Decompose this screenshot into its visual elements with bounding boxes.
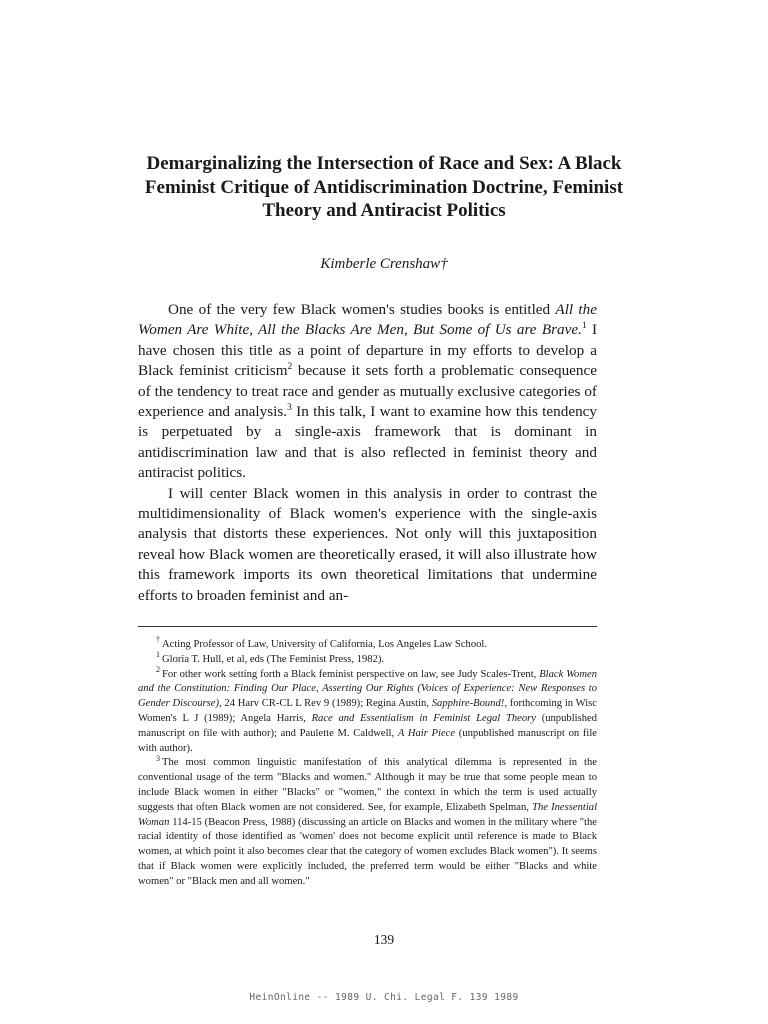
p1-text-b: I have chosen this title as a point of departure in my efforts to develop a Black feminist criticism [138, 321, 597, 380]
footnote-3 [138, 753, 598, 889]
footnote-3-text-c: 114-15 (Beacon Press, 1988) (discussing an article on Blacks and women in the military where "the racial identity of those identified as 'women' does not become explicit until reference is made to Black women, at which point it also becomes clear that the category of women excludes Black women"). It seems that if Black women were explicitly included, the preferred term would be either "Blacks and white women" or "Black men and all women." [138, 816, 597, 887]
footnote-dagger-mark: † [156, 635, 160, 645]
footnote-2-text-a: For other work setting forth a Black feminist perspective on law, see Judy Scales-Trent, [162, 668, 540, 680]
footnote-2-italic-d: Sapphire-Bound! [431, 698, 505, 710]
footnote-2-mark: 2 [156, 665, 160, 675]
footnote-divider [138, 626, 597, 627]
footnote-2-text-i: (unpublished manuscript on file with author). [138, 727, 597, 754]
article-body [138, 300, 597, 606]
footnote-dagger-text: Acting Professor of Law, University of California, Los Angeles Law School. [162, 639, 488, 650]
p2-text: I will center Black women in this analysis in order to contrast the multidimensionality of Black women's experience with the single-axis analysis that distorts these experiences. Not only will this juxtaposition reveal how Black women are theoretically erased, it will also illustrate how this framework imports its own theoretical limitations that undermine efforts to broaden feminist and an- [138, 484, 597, 604]
page-number: 139 [373, 932, 395, 947]
p1-text-a: One of the very few Black women's studies books is entitled [168, 301, 556, 318]
footnote-2-italic-f: Race and Essentialism in Feminist Legal Theory [311, 712, 536, 724]
article-author [140, 254, 628, 274]
footnote-1-mark: 1 [156, 650, 160, 660]
footnote-2 [138, 665, 598, 757]
p1-book-title: All the Women Are White, All the Blacks Are Men, But Some of Us are Brave. [138, 301, 597, 339]
footnote-2-italic-h: A Hair Piece [397, 727, 456, 739]
footnote-2-text-c: , 24 Harv CR-CL L Rev 9 (1989); Regina Austin, [219, 698, 432, 710]
p1-text-c: because it sets forth a problematic consequence of the tendency to treat race and gender as mutually exclusive categories of experience and analysis. [138, 362, 597, 421]
footnote-3-mark: 3 [156, 753, 160, 763]
footnote-ref-1[interactable]: 1 [581, 321, 587, 332]
footnote-3-text-a: The most common linguistic manifestation of this analytical dilemma is represented in the conventional usage of the term "Blacks and women." Although it may be true that some people mean to include Black women in either "Blacks" or "women," the context in which the term is used actually suggests that often Black women are not considered. See, for example, Elizabeth Spelman, [138, 757, 597, 813]
article-title-text: Demarginalizing the Intersection of Race and Sex: A Black Feminist Critique of Antidiscrimination Doctrine, Feminist Theory and Antiracist Politics [144, 153, 624, 221]
footnote-1-text: Gloria T. Hull, et al, eds (The Feminist Press, 1982). [162, 653, 385, 665]
footnote-2-text-g: (unpublished manuscript on file with author); and Paulette M. Caldwell, [138, 712, 598, 739]
footnote-ref-3[interactable]: 3 [287, 402, 292, 413]
author-name: Kimberle Crenshaw [320, 256, 441, 272]
footnote-2-italic-b: Black Women and the Constitution: Finding Our Place, Asserting Our Rights (Voices of Experience: New Responses to Gender Discourse) [138, 668, 597, 710]
article-title [140, 152, 628, 223]
footnote-3-italic-b: The Inessential Woman [138, 801, 598, 828]
footnote-ref-2[interactable]: 2 [287, 362, 293, 373]
p1-text-d: In this talk, I want to examine how this tendency is perpetuated by a single-axis framework that is dominant in antidiscrimination law and that is also reflected in feminist theory and antiracist politics. [138, 403, 598, 482]
footnotes [138, 635, 598, 890]
body-paragraph-1 [138, 300, 597, 484]
footnote-dagger [138, 635, 597, 653]
footnote-1 [138, 650, 597, 668]
author-dagger-mark: † [440, 256, 448, 272]
footnote-2-text-e: , forthcoming in Wisc Women's L J (1989); Angela Harris, [138, 698, 597, 724]
body-paragraph-2 [138, 484, 597, 606]
source-line: HeinOnline -- 1989 U. Chi. Legal F. 139 1989 [249, 992, 519, 1003]
